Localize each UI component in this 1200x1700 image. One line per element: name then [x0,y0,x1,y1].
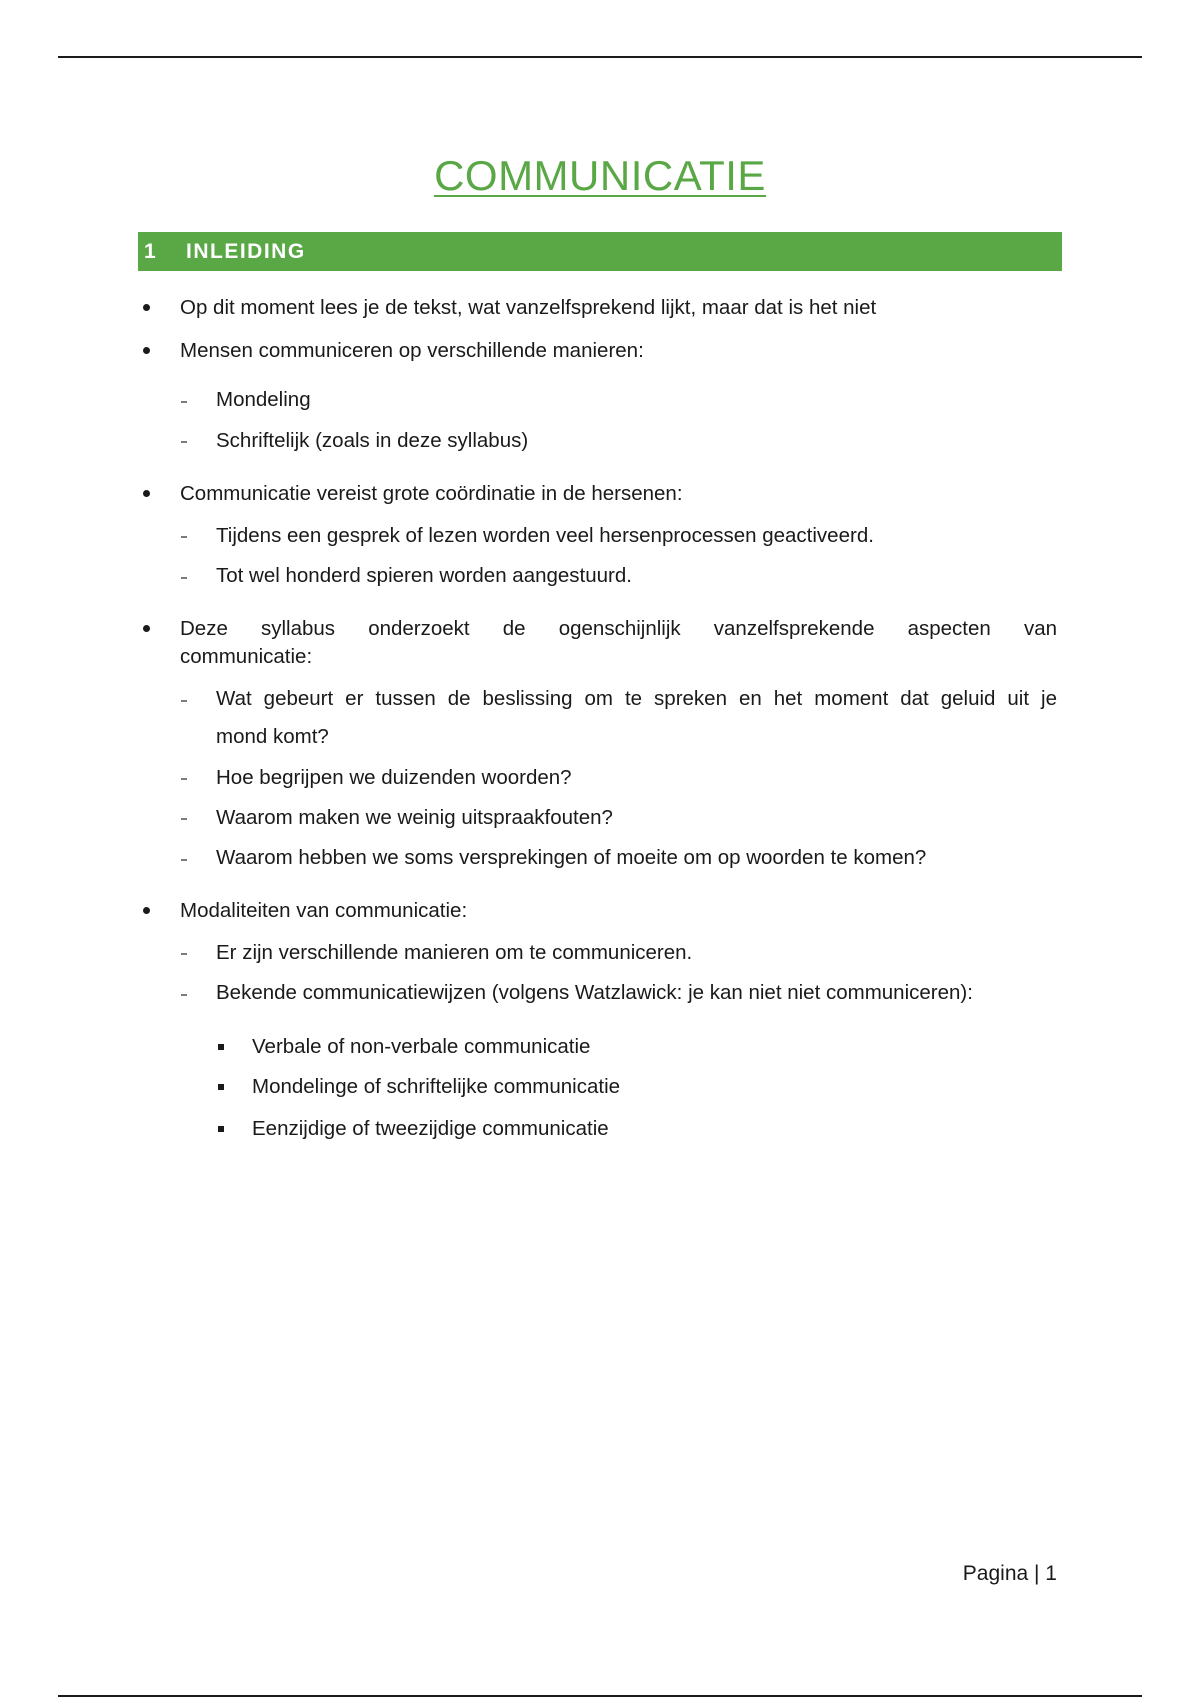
sub-list-item: Bekende communicatiewijzen (volgens Watzlawick: je kan niet niet communiceren): [216,981,973,1004]
dash-icon [181,994,187,996]
header-rule [58,56,1142,58]
list-item: Deze syllabus onderzoekt de ogenschijnlijk vanzelfsprekende aspecten van [180,617,1057,640]
sub-list-item: Schriftelijk (zoals in deze syllabus) [216,429,529,452]
section-heading [138,232,1062,271]
section-number: 1 [144,239,158,263]
sub-list-item: Waarom hebben we soms versprekingen of moeite om op woorden te komen? [216,846,927,869]
bullet-dot-icon [143,304,150,311]
dash-icon [181,818,187,820]
square-bullet-icon [218,1126,224,1132]
bullet-dot-icon [143,347,150,354]
section-label: INLEIDING [186,239,306,263]
sub-list-item: Er zijn verschillende manieren om te communiceren. [216,941,693,964]
dash-icon [181,401,187,403]
sub-sub-list-item: Eenzijdige of tweezijdige communicatie [252,1117,609,1140]
list-item: Modaliteiten van communicatie: [180,899,468,922]
dash-icon [181,536,187,538]
sub-list-item: Wat gebeurt er tussen de beslissing om te spreken en het moment dat geluid uit je [216,687,1057,710]
square-bullet-icon [218,1044,224,1050]
page-number: Pagina | 1 [962,1562,1057,1585]
sub-sub-list-item: Verbale of non-verbale communicatie [252,1035,591,1058]
sub-list-item: Waarom maken we weinig uitspraakfouten? [216,806,613,829]
bullet-dot-icon [143,907,150,914]
dash-icon [181,700,187,702]
sub-sub-list-item: Mondelinge of schriftelijke communicatie [252,1075,621,1098]
list-item-continuation: communicatie: [180,645,313,668]
list-item: Mensen communiceren op verschillende manieren: [180,339,644,362]
dash-icon [181,577,187,579]
sub-list-item: Hoe begrijpen we duizenden woorden? [216,766,572,789]
dash-icon [181,859,187,861]
footer-rule [58,1695,1142,1697]
sub-list-item: Mondeling [216,388,311,411]
square-bullet-icon [218,1084,224,1090]
bullet-dot-icon [143,490,150,497]
dash-icon [181,441,187,443]
dash-icon [181,778,187,780]
dash-icon [181,953,187,955]
list-item: Communicatie vereist grote coördinatie in de hersenen: [180,482,683,505]
sub-list-item-continuation: mond komt? [216,725,329,748]
list-item: Op dit moment lees je de tekst, wat vanzelfsprekend lijkt, maar dat is het niet [180,296,877,319]
sub-list-item: Tijdens een gesprek of lezen worden veel hersenprocessen geactiveerd. [216,524,874,547]
document-title: COMMUNICATIE [434,152,766,199]
sub-list-item: Tot wel honderd spieren worden aangestuurd. [216,564,632,587]
bullet-dot-icon [143,625,150,632]
